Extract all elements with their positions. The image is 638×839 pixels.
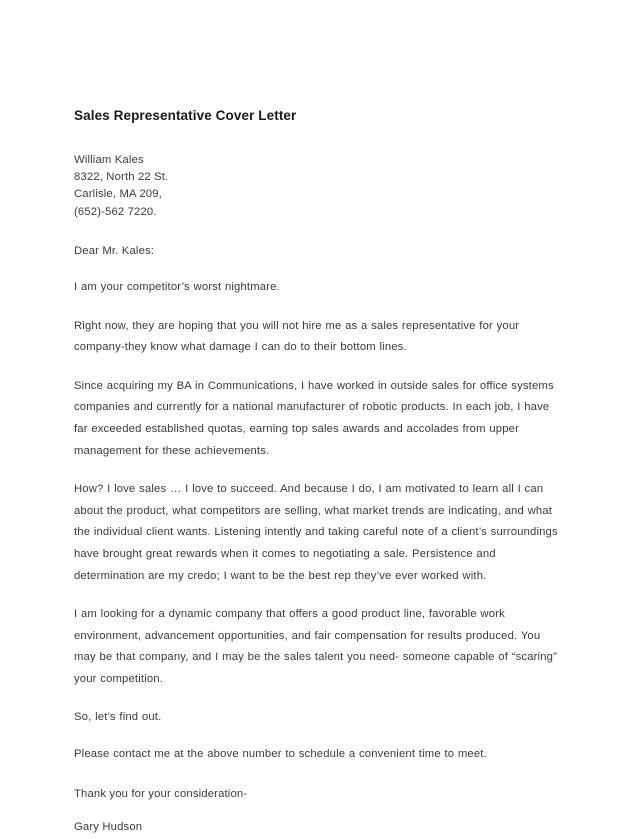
signature-name: Gary Hudson (74, 821, 143, 834)
sender-street: 8322, North 22 St. (74, 171, 169, 184)
body-paragraph-2: Right now, they are hoping that you will not hire me as a sales representative for your company-they know what damage I can do to their bottom lines. (74, 319, 520, 354)
sender-city-state: Carlisle, MA 209, (74, 188, 162, 201)
body-paragraph-7: Please contact me at the above number to schedule a convenient time to meet. (74, 748, 487, 761)
sender-name: William Kales (74, 154, 144, 166)
body-paragraph-5: I am looking for a dynamic company that offers a good product line, favorable work environment, advancement opportunities, and fair compensation for results produced. You may be that company, and I may be the sales talent you need- someone capable of “scaring” your competition. (74, 608, 557, 685)
body-paragraph-4: How? I love sales … I love to succeed. And because I do, I am motivated to learn all I can about the product, what competitors are selling, what market trends are indicating, and what the individual client wants. Listening intently and taking careful note of a client’s surroundings have brought great rewards when it comes to negotiating a sale. Persistence and determination are my credo; I want to be the best rep they’ve ever worked with. (74, 483, 558, 582)
body-paragraph-1: I am your competitor’s worst nightmare. (74, 281, 280, 294)
page-title: Sales Representative Cover Letter (74, 108, 297, 123)
salutation: Dear Mr. Kales: (74, 244, 155, 257)
letter-content (74, 108, 564, 839)
closing-line: Thank you for your consideration- (74, 787, 248, 800)
sender-phone: (652)-562 7220. (74, 205, 157, 218)
sender-address-block (74, 152, 564, 221)
body-paragraph-6: So, let’s find out. (74, 710, 162, 723)
body-paragraph-3: Since acquiring my BA in Communications, I have worked in outside sales for office systems companies and currently for a national manufacturer of robotic products. In each job, I have far exceeded established quotas, earning top sales awards and accolades from upper management for these achievements. (74, 379, 554, 457)
